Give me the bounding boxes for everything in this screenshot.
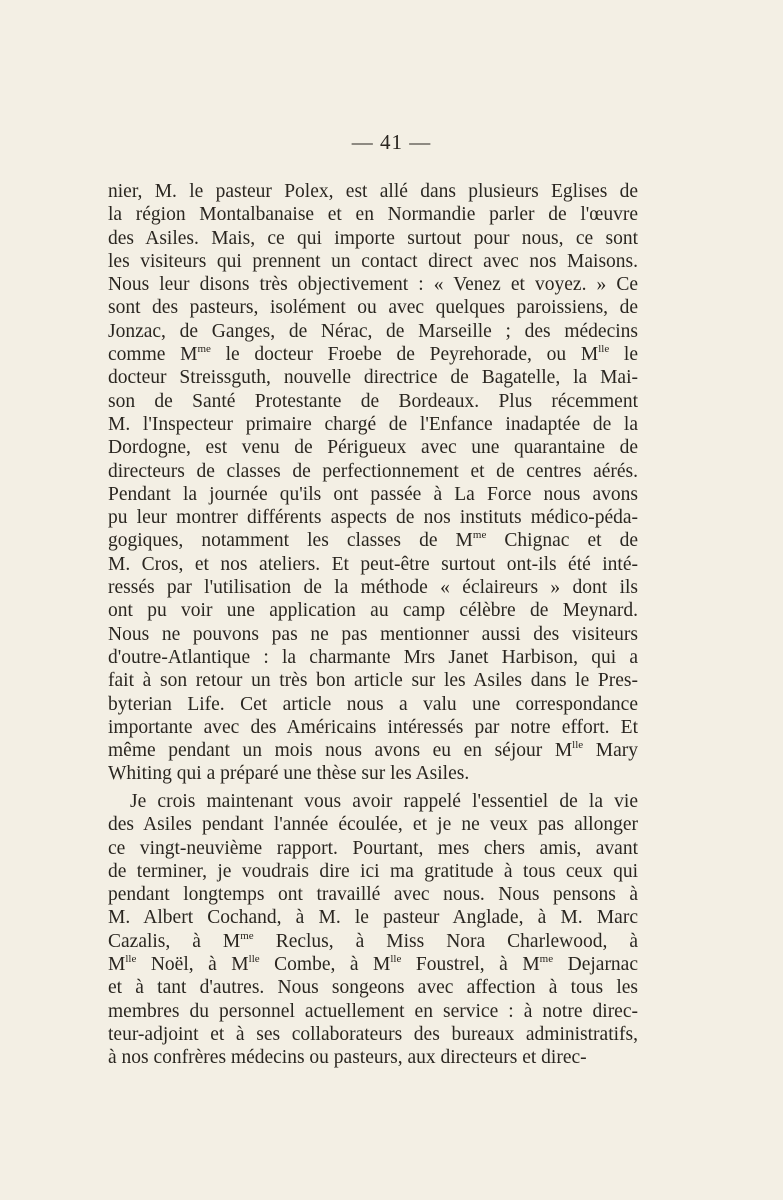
text-line: son de Santé Protestante de Bordeaux. Plus récemment	[108, 390, 638, 412]
text-line: $M^{lle}$ Noël, à $M^{lle}$ Combe, à $M^{lle}$ Foustrel, à $M^{me}$ Dejarnac	[108, 953, 638, 976]
text-line: nier, M. le pasteur Polex, est allé dans plusieurs Eglises de	[108, 181, 638, 202]
text-line: Dordogne, est venu de Périgueux avec une quarantaine de	[108, 437, 638, 459]
text-line: d'outre-Atlantique : la charmante Mrs Janet Harbison, qui a	[108, 646, 638, 668]
text-line: ont pu voir une application au camp célèbre de Meynard.	[108, 600, 638, 622]
text-line: Cazalis, à $M^{me}$ Reclus, à Miss Nora Charlewood, à	[108, 929, 639, 952]
text-line: des Asiles. Mais, ce qui importe surtout pour nous, ce sont	[108, 227, 638, 249]
text-line: pendant longtemps ont travaillé avec nous. Nous pensons à	[108, 884, 638, 906]
text-line: directeurs de classes de perfectionnement et de centres aérés.	[108, 460, 638, 482]
text-line: Pendant la journée qu'ils ont passée à La Force nous avons	[108, 483, 638, 505]
text-line: ressés par l'utilisation de la méthode « éclaireurs » dont ils	[108, 577, 638, 599]
text-line: membres du personnel actuellement en service : à notre direc-	[108, 1000, 638, 1022]
text-line: à nos confrères médecins ou pasteurs, aux directeurs et direc-	[108, 1047, 587, 1069]
page-number: — 41 —	[351, 130, 432, 154]
text-line: importante avec des Américains intéressés par notre effort. Et	[108, 716, 638, 738]
paragraph-1	[108, 180, 638, 786]
text-line: M. Cros, et nos ateliers. Et peut-être surtout ont-ils été inté-	[108, 553, 638, 575]
text-line: pu leur montrer différents aspects de nos instituts médico-péda-	[108, 507, 638, 529]
text-line: Nous ne pouvons pas ne pas mentionner aussi des visiteurs	[108, 623, 638, 645]
text-line: même pendant un mois nous avons eu en séjour $M^{lle}$ Mary	[108, 739, 638, 762]
paragraph-2	[108, 790, 638, 1070]
text-line: gogiques, notamment les classes de $M^{me}$ Chignac et de	[108, 529, 638, 552]
text-line: Jonzac, de Ganges, de Nérac, de Marseille ; des médecins	[108, 320, 638, 342]
text-line: sont des pasteurs, isolément ou avec quelques paroissiens, de	[108, 297, 638, 319]
text-line: fait à son retour un très bon article sur les Asiles dans le Pres-	[108, 670, 638, 692]
text-line: Je crois maintenant vous avoir rappelé l'essentiel de la vie	[130, 791, 638, 812]
text-line: la région Montalbanaise et en Normandie parler de l'œuvre	[108, 204, 638, 226]
text-line: M. l'Inspecteur primaire chargé de l'Enfance inadaptée de la	[108, 413, 638, 435]
text-line: et à tant d'autres. Nous songeons avec affection à tous les	[108, 977, 638, 999]
text-line: byterian Life. Cet article nous a valu une correspondance	[108, 693, 638, 715]
text-line: ce vingt-neuvième rapport. Pourtant, mes chers amis, avant	[108, 837, 638, 859]
text-line: teur-adjoint et à ses collaborateurs des bureaux administratifs,	[108, 1023, 638, 1045]
text-line: de terminer, je voudrais dire ici ma gratitude à tous ceux qui	[108, 860, 638, 882]
text-line: docteur Streissguth, nouvelle directrice de Bagatelle, la Mai-	[108, 367, 638, 389]
text-line: comme $M^{me}$ le docteur Froebe de Peyrehorade, ou $M^{lle}$ le	[108, 343, 638, 366]
text-line: Whiting qui a préparé une thèse sur les Asiles.	[108, 763, 470, 785]
text-line: les visiteurs qui prennent un contact direct avec nos Maisons.	[108, 250, 638, 272]
text-line: M. Albert Cochand, à M. le pasteur Anglade, à M. Marc	[108, 907, 638, 929]
text-line: des Asiles pendant l'année écoulée, et je ne veux pas allonger	[108, 814, 638, 836]
text-line: Nous leur disons très objectivement : « Venez et voyez. » Ce	[108, 274, 638, 296]
